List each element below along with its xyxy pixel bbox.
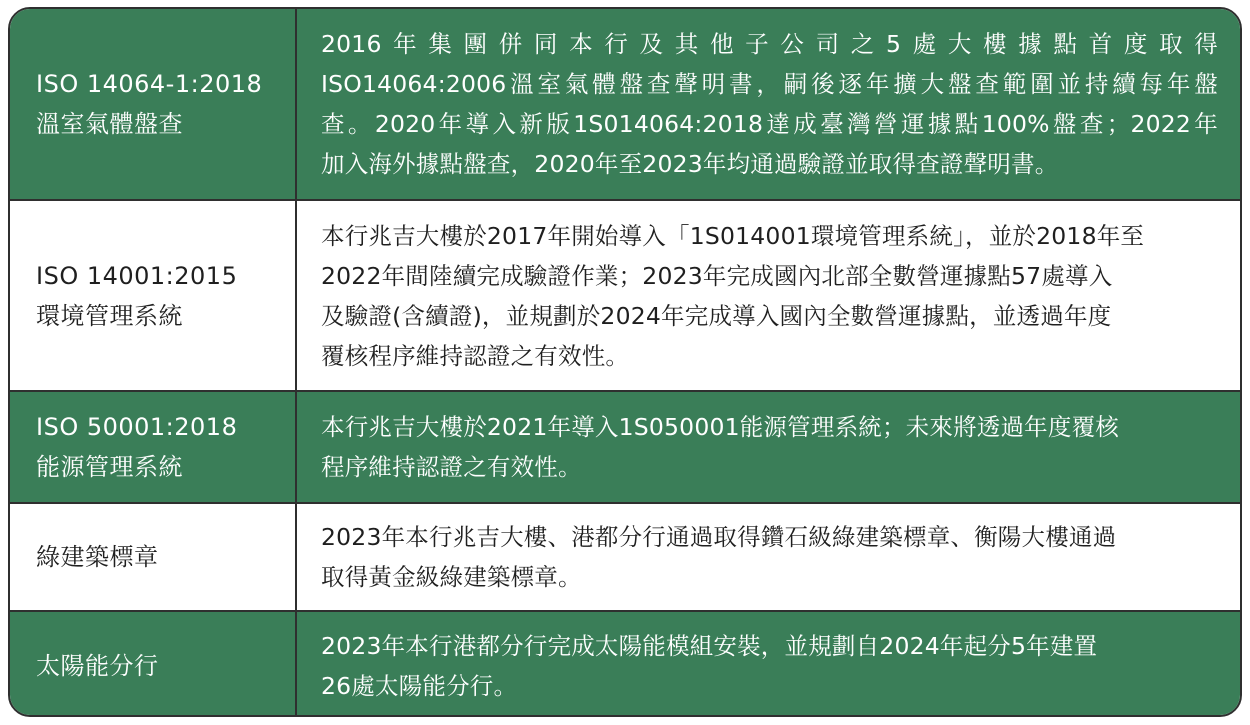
row-description-line: 加入海外據點盤查，2020年至2023年均通過驗證並取得查證聲明書。 bbox=[321, 150, 1059, 178]
row-description-cell bbox=[296, 200, 1240, 391]
row-label-line: 綠建築標章 bbox=[36, 543, 159, 571]
row-label-line: 能源管理系統 bbox=[36, 453, 183, 481]
row-description-line: 2023年本行港都分行完成太陽能模組安裝，並規劃自2024年起分5年建置 bbox=[321, 631, 1098, 660]
row-label-line: 環境管理系統 bbox=[36, 301, 183, 330]
row-description-line: 26處太陽能分行。 bbox=[321, 671, 518, 700]
row-description-line: 2016年集團併同本行及其他子公司之5處大樓據點首度取得 bbox=[321, 30, 1218, 58]
row-label-line: 溫室氣體盤查 bbox=[36, 110, 183, 138]
row-description-line: 本行兆吉大樓於2021年導入1S050001能源管理系統；未來將透過年度覆核 bbox=[321, 413, 1119, 441]
table-row-iso50001 bbox=[10, 391, 1240, 503]
table-row-iso14001 bbox=[10, 200, 1240, 391]
row-description-cell bbox=[296, 391, 1240, 503]
row-label-line: ISO 50001:2018 bbox=[36, 413, 238, 441]
table-row-solar-branch bbox=[10, 611, 1240, 717]
row-description-line: 及驗證(含續證)，並規劃於2024年完成導入國內全數營運據點，並透過年度 bbox=[321, 301, 1112, 330]
row-description-line: 2022年間陸續完成驗證作業；2023年完成國內北部全數營運據點57處導入 bbox=[321, 261, 1113, 290]
row-description-line: 取得黃金級綠建築標章。 bbox=[321, 563, 582, 591]
row-label-cell bbox=[10, 9, 296, 200]
row-label-cell bbox=[10, 611, 296, 717]
row-description-line: 程序維持認證之有效性。 bbox=[321, 453, 582, 481]
row-description-line: 2023年本行兆吉大樓、港都分行通過取得鑽石級綠建築標章、衡陽大樓通過 bbox=[321, 523, 1117, 551]
row-description-cell bbox=[296, 611, 1240, 717]
row-label-cell bbox=[10, 503, 296, 611]
row-label-cell bbox=[10, 391, 296, 503]
row-label-cell bbox=[10, 200, 296, 391]
row-label-line: 太陽能分行 bbox=[36, 651, 159, 680]
row-description-line: 查。2020年導入新版1S014064:2018達成臺灣營運據點100%盤查；2022年 bbox=[321, 110, 1218, 138]
row-description-line: ISO14064:2006溫室氣體盤查聲明書，嗣後逐年擴大盤查範圍並持續每年盤 bbox=[321, 70, 1218, 98]
table-row-green-building bbox=[10, 503, 1240, 611]
row-description-line: 本行兆吉大樓於2017年開始導入「1S014001環境管理系統」，並於2018年至 bbox=[321, 221, 1145, 250]
row-description-line: 覆核程序維持認證之有效性。 bbox=[321, 341, 630, 370]
table-row-iso14064 bbox=[10, 9, 1240, 200]
row-description-cell bbox=[296, 503, 1240, 611]
certification-table-container bbox=[8, 7, 1242, 717]
certification-table bbox=[10, 9, 1240, 717]
row-label-line: ISO 14064-1:2018 bbox=[36, 70, 263, 98]
row-description-cell bbox=[296, 9, 1240, 200]
row-label-line: ISO 14001:2015 bbox=[36, 261, 238, 290]
